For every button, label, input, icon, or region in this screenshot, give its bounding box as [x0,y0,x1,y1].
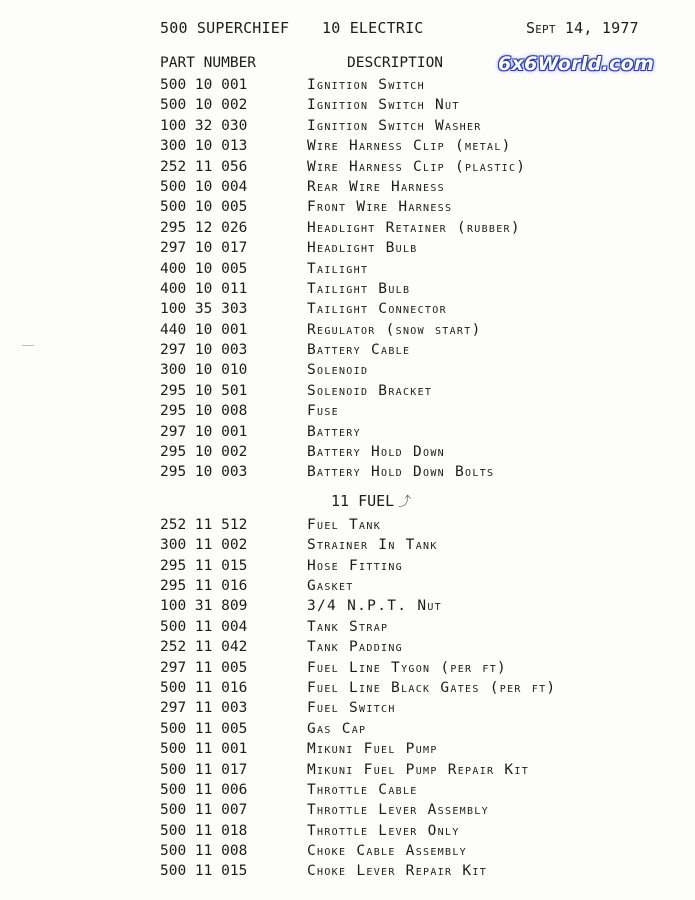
column-header-part-number: PART NUMBER [160,55,257,71]
part-row [0,299,695,319]
parts-list [0,75,695,882]
part-description: Throttle Lever Only [307,822,460,839]
part-number: 252 11 056 [160,158,248,175]
part-number: 500 11 001 [160,741,248,758]
part-number: 297 10 003 [160,342,248,359]
column-header-description: DESCRIPTION [347,55,444,71]
part-row [0,136,695,156]
part-row [0,95,695,115]
part-row [0,861,695,881]
electric-parts-group [0,75,695,483]
part-description: Ignition Switch [307,77,425,93]
part-number: 440 10 001 [160,321,248,338]
part-number: 297 11 005 [160,659,248,676]
document-date: Sept 14, 1977 [526,19,639,37]
part-row [0,259,695,279]
part-description: Ignition Switch Nut [307,97,460,114]
part-number: 295 11 016 [160,577,248,594]
part-description: Fuel Line Black Gates (per ft) [307,679,557,696]
part-number: 500 10 004 [160,178,248,195]
part-number: 500 11 005 [160,720,248,737]
part-row [0,462,695,482]
part-description: Mikuni Fuel Pump Repair Kit [307,761,530,778]
part-number: 295 10 501 [160,382,248,399]
part-description: Front Wire Harness [307,199,453,216]
part-row [0,739,695,759]
part-number: 400 10 011 [160,280,248,297]
part-row [0,719,695,739]
part-number: 500 10 002 [160,97,248,114]
part-description: Headlight Bulb [307,240,418,257]
part-row [0,760,695,780]
part-number: 297 11 003 [160,700,248,717]
part-description: Choke Cable Assembly [307,843,467,860]
part-description: Mikuni Fuel Pump [307,741,438,758]
part-description: Rear Wire Harness [307,178,445,195]
part-number: 400 10 005 [160,260,248,277]
part-description: Throttle Cable [307,781,418,798]
part-description: Fuel Tank [307,516,382,533]
part-number: 252 11 042 [160,639,248,656]
section-title-electric: 10 ELECTRIC [322,19,424,37]
part-row [0,698,695,718]
part-number: 500 11 008 [160,843,248,860]
part-number: 500 11 007 [160,802,248,819]
part-row [0,320,695,340]
handwritten-mark: ⤴ [398,494,412,510]
part-number: 500 11 004 [160,618,248,635]
part-number: 500 11 006 [160,781,248,798]
part-description: Fuel Switch [307,700,396,717]
part-row [0,596,695,616]
part-number: 295 10 008 [160,403,248,420]
part-description: Gasket [307,577,354,594]
part-row [0,678,695,698]
part-number: 295 10 002 [160,444,248,461]
part-number: 295 10 003 [160,464,248,481]
part-row [0,157,695,177]
part-description: Throttle Lever Assembly [307,802,489,819]
part-row [0,515,695,535]
part-row [0,535,695,555]
part-row [0,218,695,238]
part-number: 300 10 013 [160,138,248,155]
part-row [0,821,695,841]
part-number: 500 11 018 [160,822,248,839]
part-number: 500 11 017 [160,761,248,778]
part-number: 500 11 016 [160,679,248,696]
part-number: 100 35 303 [160,301,248,318]
part-row [0,340,695,360]
part-number: 297 10 017 [160,240,248,257]
part-description: Solenoid [307,362,369,379]
part-row [0,617,695,637]
part-row [0,75,695,95]
part-row [0,177,695,197]
part-row [0,238,695,258]
part-row [0,800,695,820]
part-number: 500 10 001 [160,77,248,93]
part-number: 500 11 015 [160,863,248,880]
fuel-parts-group [0,515,695,882]
part-number: 295 12 026 [160,219,248,236]
part-description: Wire Harness Clip (metal) [307,138,512,155]
part-number: 295 11 015 [160,557,248,574]
part-row [0,576,695,596]
part-description: 3/4 N.P.T. Nut [307,598,442,615]
part-number: 300 11 002 [160,537,248,554]
part-row [0,401,695,421]
part-description: Strainer In Tank [307,537,438,554]
part-row [0,841,695,861]
section-title-fuel: 11 FUEL [331,491,395,510]
part-row [0,422,695,442]
part-number: 297 10 001 [160,423,248,440]
part-row [0,637,695,657]
part-description: Hose Fitting [307,557,403,574]
part-number: 252 11 512 [160,516,248,533]
part-row [0,279,695,299]
part-row [0,442,695,462]
part-description: Fuse [307,403,339,420]
part-number: 500 10 005 [160,199,248,216]
part-description: Battery [307,423,361,440]
part-number: 300 10 010 [160,362,248,379]
part-description: Ignition Switch Washer [307,117,482,134]
part-description: Fuel Line Tygon (per ft) [307,659,508,676]
part-description: Battery Hold Down Bolts [307,464,495,481]
part-description: Battery Cable [307,342,411,359]
part-description: Gas Cap [307,720,367,737]
part-description: Wire Harness Clip (plastic) [307,158,527,175]
part-description: Regulator (snow start) [307,321,482,338]
part-description: Tank Padding [307,639,403,656]
part-row [0,381,695,401]
part-row [0,658,695,678]
part-row [0,197,695,217]
part-description: Tank Strap [307,618,389,635]
part-row [0,116,695,136]
part-description: Solenoid Bracket [307,382,433,399]
part-number: 100 31 809 [160,598,248,615]
part-description: Battery Hold Down [307,444,445,461]
document-model: 500 SUPERCHIEF [160,19,290,37]
part-description: Tailight Connector [307,301,447,318]
part-row [0,780,695,800]
part-row [0,556,695,576]
part-row [0,360,695,380]
part-description: Headlight Retainer (rubber) [307,219,521,236]
part-description: Choke Lever Repair Kit [307,863,488,880]
fuel-section-heading [0,483,695,515]
part-description: Tailight Bulb [307,280,411,297]
part-number: 100 32 030 [160,117,248,134]
part-description: Tailight [307,260,369,277]
watermark-logo: 6x6World.com [498,53,655,75]
